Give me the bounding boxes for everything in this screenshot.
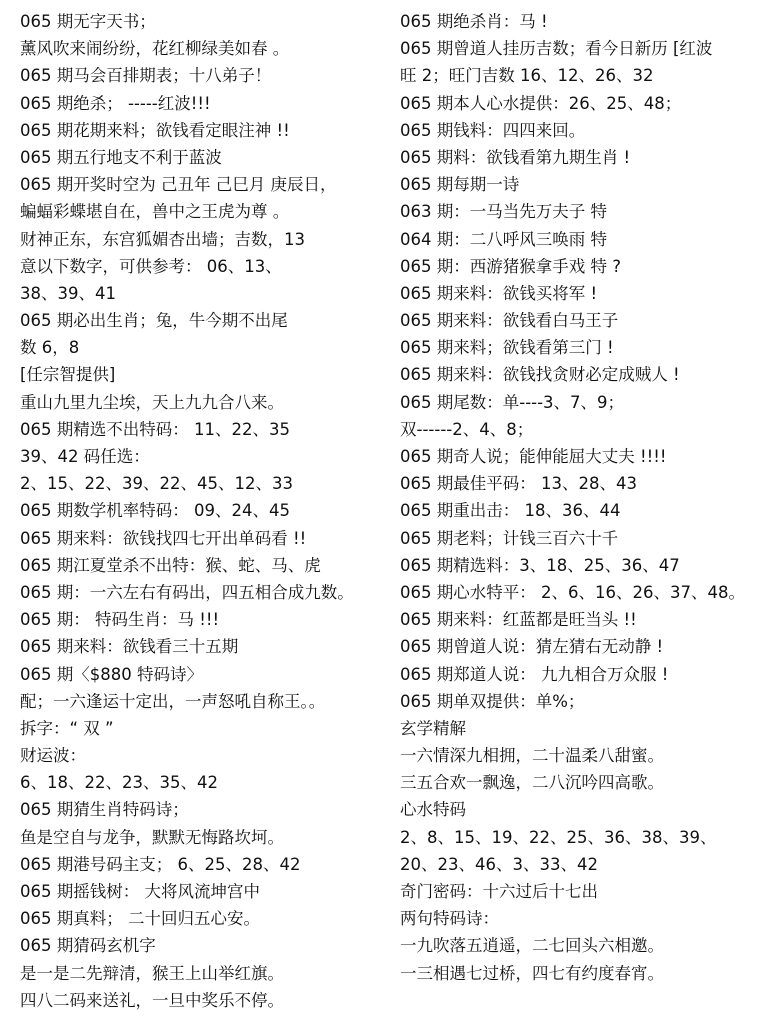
right-column-line: 065 期来料：欲钱看白马王子 — [400, 311, 619, 331]
left-column-line: 065 期摇钱树： 大将风流坤宫中 — [20, 882, 260, 901]
left-column-line: 065 期港号码主支； 6、25、28、42 — [20, 854, 301, 874]
left-column-line: 财运波： — [20, 746, 86, 766]
right-column-line: 065 期来料；欲钱看第三门 ! — [400, 338, 614, 358]
right-column-line: 063 期：一马当先万夫子 特 — [400, 202, 607, 222]
right-column-line: 065 期钱料：四四来回。 — [400, 120, 586, 140]
right-column-line: 三五合欢一飘逸，二八沉吟四高歌。 — [400, 773, 664, 793]
left-column-line: 财神正东，东宫狐媚杏出墙；吉数，13 — [20, 229, 305, 249]
left-column-line: 065 期猜码玄机字 — [20, 936, 156, 956]
right-column — [390, 0, 768, 1024]
left-column-line: 065 期来料：欲钱找四七开出单码看 !! — [20, 528, 307, 548]
right-column-line: 065 期郑道人说： 九九相合万众服 ! — [400, 664, 669, 684]
left-column-line: 配；一六逢运十定出，一声怒吼自称王。。 — [20, 691, 326, 711]
left-column-line: 065 期花期来料；欲钱看定眼注神 !! — [20, 120, 290, 140]
left-column-line: 065 期无字天书； — [20, 12, 156, 31]
right-column-line: 一九吹落五逍遥，二七回头六相邀。 — [400, 936, 664, 956]
left-column-line: 065 期必出生肖；兔，牛今期不出尾 — [20, 311, 288, 331]
right-column-line: 065 期单双提供：单%； — [400, 691, 585, 711]
right-column-line: 065 期本人心水提供：26、25、48； — [400, 93, 682, 113]
left-column-line: 重山九里九尘埃，天上九九合八来。 — [20, 392, 284, 412]
left-column-line: 065 期真料； 二十回归五心安。 — [20, 909, 260, 929]
left-column-line: 065 期： 特码生肖：马 !!! — [20, 610, 220, 630]
right-column-line: 065 期来料：欲钱找贪财必定成贼人 ! — [400, 365, 680, 385]
right-column-line: 两句特码诗： — [400, 909, 499, 929]
right-column-line: 065 期老料；计钱三百六十千 — [400, 528, 619, 548]
left-column-line: 065 期来料：欲钱看三十五期 — [20, 637, 239, 657]
left-column-line: 065 期精选不出特码： 11、22、35 — [20, 419, 290, 439]
right-column-line: 065 期绝杀肖：马 ! — [400, 12, 548, 31]
left-column-line: 065 期马会百排期表；十八弟子！ — [20, 66, 272, 86]
right-column-line: 064 期：二八呼风三唤雨 特 — [400, 229, 607, 249]
left-column-line: 065 期数学机率特码： 09、24、45 — [20, 501, 290, 521]
left-column-line: 是一是二先辩清，猴王上山举红旗。 — [20, 963, 284, 983]
right-column-line: 065 期最佳平码： 13、28、43 — [400, 474, 637, 494]
left-column-line: 蝙蝠彩蝶堪自在，兽中之王虎为尊 。 — [20, 202, 290, 222]
right-column-line: 065 期来料：红蓝都是旺当头 !! — [400, 610, 637, 630]
right-column-line: 065 期尾数：单----3、7、9； — [400, 392, 625, 412]
left-column-line: 薰风吹来闹纷纷，花红柳绿美如春 。 — [20, 39, 290, 59]
right-column-line: 一三相遇七过桥，四七有约度春宵。 — [400, 963, 664, 983]
left-column-line: 065 期：一六左右有码出，四五相合成九数。 — [20, 582, 354, 602]
left-column-line: 39、42 码任选： — [20, 447, 150, 466]
right-column-line: 065 期曾道人挂历吉数；看今日新历 [红波 — [400, 39, 713, 59]
right-column-line: 玄学精解 — [400, 718, 466, 738]
right-column-line: 065 期心水特平： 2、6、16、26、37、48。 — [400, 582, 745, 602]
right-column-line: 双------2、4、8； — [400, 419, 534, 439]
right-column-line: 065 期每期一诗 — [400, 175, 520, 195]
right-column-line: 065 期重出击： 18、36、44 — [400, 501, 621, 521]
right-column-line: 065 期料：欲钱看第九期生肖 ! — [400, 147, 631, 167]
left-column-line: 065 期五行地支不利于蓝波 — [20, 147, 222, 167]
left-column-line: 065 期〈$880 特码诗〉 — [20, 664, 203, 684]
left-column-line: [任宗智提供] — [20, 365, 116, 385]
left-column-line: 065 期绝杀； -----红波!!! — [20, 93, 211, 113]
right-column-line: 065 期：西游猪猴拿手戏 特 ? — [400, 256, 621, 276]
right-column-line: 奇门密码：十六过后十七出 — [400, 882, 598, 901]
left-column-line: 065 期开奖时空为 己丑年 己巳月 庚辰日， — [20, 175, 337, 195]
right-column-line: 065 期精选料：3、18、25、36、47 — [400, 555, 680, 575]
right-column-line: 2、8、15、19、22、25、36、38、39、 — [400, 827, 717, 847]
right-column-line: 20、23、46、3、33、42 — [400, 854, 598, 874]
right-column-line: 旺 2；旺门吉数 16、12、26、32 — [400, 66, 654, 86]
left-column-line: 065 期江夏堂杀不出特：猴、蛇、马、虎 — [20, 555, 321, 575]
left-column-line: 065 期猜生肖特码诗； — [20, 800, 189, 820]
left-column-line: 6、18、22、23、35、42 — [20, 773, 218, 793]
left-column-line: 拆字：“ 双 ” — [20, 718, 114, 738]
left-column-line: 鱼是空自与龙争，默默无悔路坎坷。 — [20, 827, 284, 847]
right-column-line: 065 期曾道人说：猜左猜右无动静 ! — [400, 637, 664, 657]
left-column-line: 意以下数字，可供参考： 06、13、 — [20, 256, 282, 276]
right-column-line: 065 期奇人说；能伸能屈大丈夫 !!!! — [400, 447, 667, 466]
left-column-line: 2、15、22、39、22、45、12、33 — [20, 474, 293, 494]
left-column-line: 四八二码来送礼，一旦中奖乐不停。 — [20, 990, 284, 1010]
right-column-line: 心水特码 — [400, 800, 466, 820]
right-column-line: 一六情深九相拥，二十温柔八甜蜜。 — [400, 746, 664, 766]
left-column-line: 数 6，8 — [20, 338, 80, 358]
left-column-line: 38、39、41 — [20, 283, 116, 303]
right-column-line: 065 期来料：欲钱买将军 ! — [400, 283, 598, 303]
